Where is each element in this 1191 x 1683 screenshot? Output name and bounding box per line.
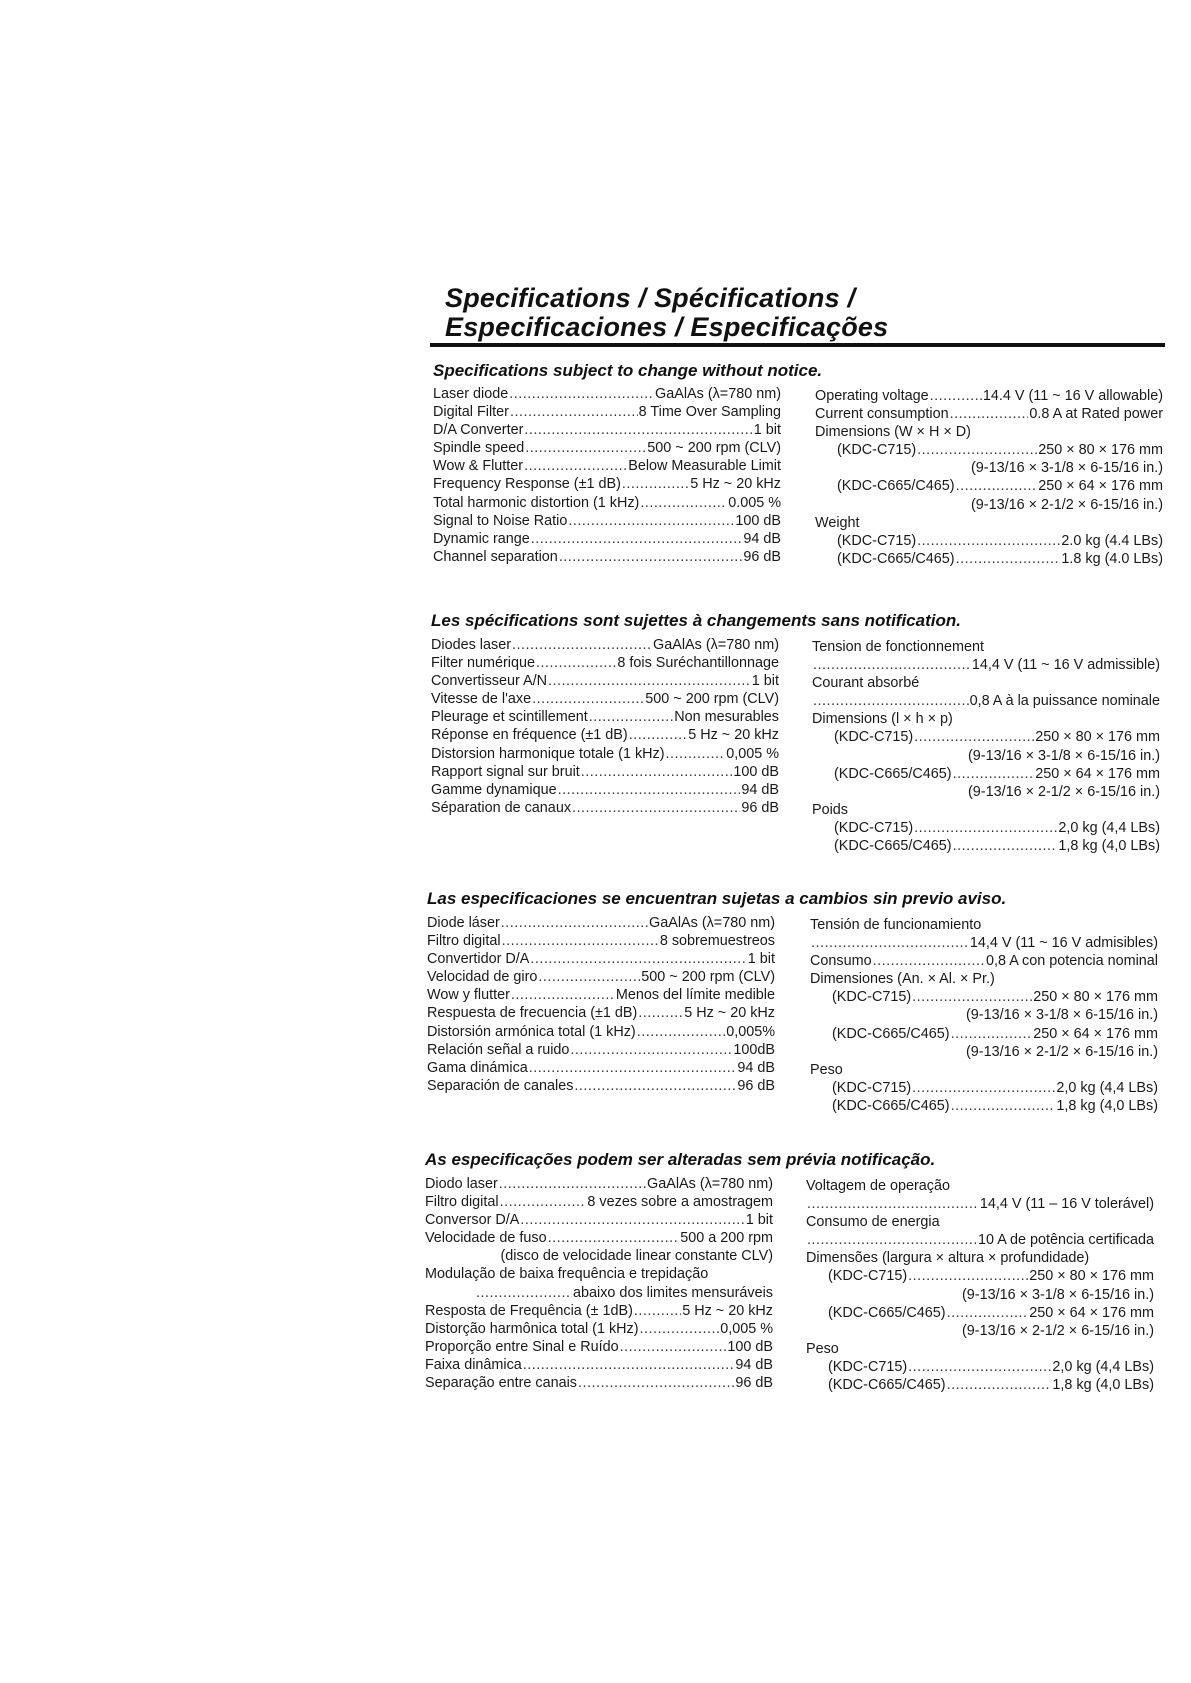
spec-dim-b-inches: (9-13/16 × 2-1/2 × 6-15/16 in.) <box>966 1043 1158 1060</box>
spec-row: Wow y flutter ..... Menos del límite medible <box>427 986 775 1004</box>
section-heading-es: Las especificaciones se encuentran sujetas a cambios sin previo aviso. <box>427 889 1007 908</box>
spec-row: Conversor D/A ..... 1 bit <box>425 1211 773 1229</box>
spec-row-weight-b: (KDC-C665/C465) ..... 1,8 kg (4,0 LBs) <box>810 1097 1158 1115</box>
spec-row: Proporção entre Sinal e Ruído ..... 100 dB <box>425 1338 773 1356</box>
spec-row: Resposta de Frequência (± 1dB) ..... 5 Hz ~ 20 kHz <box>425 1302 773 1320</box>
spec-row: Spindle speed ..... 500 ~ 200 rpm (CLV) <box>433 439 781 457</box>
spec-row-weight-a: (KDC-C715) ..... 2.0 kg (4.4 LBs) <box>815 532 1163 550</box>
spec-row-weight-a: (KDC-C715) ..... 2,0 kg (4,4 LBs) <box>812 819 1160 837</box>
section-heading-en: Specifications subject to change without notice. <box>433 361 823 380</box>
spec-row: Distorsion harmonique totale (1 kHz) ..... 0,005 % <box>431 745 779 763</box>
spec-row: Separação entre canais ..... 96 dB <box>425 1374 773 1392</box>
spec-row: Dynamic range ..... 94 dB <box>433 530 781 548</box>
spec-voltage-label: Tensión de funcionamiento <box>810 917 982 933</box>
spec-row: Separación de canales ..... 96 dB <box>427 1077 775 1095</box>
spec-row-current: ..... 0,8 A à la puissance nominale <box>812 692 1160 710</box>
spec-wow-label: Modulação de baixa frequência e trepidação <box>425 1266 709 1283</box>
page-title <box>445 284 1165 342</box>
spec-row: Diode láser ..... GaAlAs (λ=780 nm) <box>427 914 775 932</box>
spec-row: Signal to Noise Ratio ..... 100 dB <box>433 512 781 530</box>
spec-row-voltage: ..... 14,4 V (11 ~ 16 V admisibles) <box>810 934 1158 952</box>
spec-list-right-pt <box>806 1177 1154 1394</box>
spec-row: Total harmonic distortion (1 kHz) ..... 0.005 % <box>433 494 781 512</box>
spec-row: Digital Filter ..... 8 Time Over Sampling <box>433 403 781 421</box>
spec-row: Velocidade de fuso ..... 500 a 200 rpm <box>425 1229 773 1247</box>
spec-dim-a-inches: (9-13/16 × 3-1/8 × 6-15/16 in.) <box>968 747 1160 764</box>
spec-row: Convertisseur A/N ..... 1 bit <box>431 672 779 690</box>
spec-row: Relación señal a ruido ..... 100dB <box>427 1041 775 1059</box>
spec-row-dim-a: (KDC-C715) ..... 250 × 80 × 176 mm <box>812 728 1160 746</box>
page-title-line-2: Especificaciones / Especificações <box>445 312 889 342</box>
spec-row-weight-a: (KDC-C715) ..... 2,0 kg (4,4 LBs) <box>806 1358 1154 1376</box>
spec-row: D/A Converter ..... 1 bit <box>433 421 781 439</box>
spec-row-voltage: Operating voltage ..... 14.4 V (11 ~ 16 V allowable) <box>815 387 1163 405</box>
spec-dim-b-inches: (9-13/16 × 2-1/2 × 6-15/16 in.) <box>971 496 1163 513</box>
spec-row-weight-a: (KDC-C715) ..... 2,0 kg (4,4 LBs) <box>810 1079 1158 1097</box>
spec-row-dim-b: (KDC-C665/C465) ..... 250 × 64 × 176 mm <box>815 477 1163 495</box>
spec-current-label: Consumo de energia <box>806 1214 940 1231</box>
spec-row-current: Current consumption ..... 0.8 A at Rated power <box>815 405 1163 423</box>
spec-row: Rapport signal sur bruit ..... 100 dB <box>431 763 779 781</box>
spec-list-right-en <box>815 387 1163 568</box>
spec-row-current: Consumo ..... 0,8 A con potencia nominal <box>810 952 1158 970</box>
spec-current-label: Courant absorbé <box>812 675 920 692</box>
spec-row: Réponse en fréquence (±1 dB) ..... 5 Hz ~ 20 kHz <box>431 726 779 744</box>
spec-dimensions-label: Dimensões (largura × altura × profundidade) <box>806 1250 1090 1267</box>
spec-row: Channel separation ..... 96 dB <box>433 548 781 566</box>
spec-row-weight-b: (KDC-C665/C465) ..... 1,8 kg (4,0 LBs) <box>806 1376 1154 1394</box>
spec-row: Diodes laser ..... GaAlAs (λ=780 nm) <box>431 636 779 654</box>
spec-row-weight-b: (KDC-C665/C465) ..... 1.8 kg (4.0 LBs) <box>815 550 1163 568</box>
spec-row: Distorsión armónica total (1 kHz) ..... 0,005% <box>427 1023 775 1041</box>
spec-list-left-en <box>433 385 781 566</box>
spec-weight-label: Weight <box>815 514 860 531</box>
spec-row: Filtro digital ..... 8 vezes sobre a amostragem <box>425 1193 773 1211</box>
spec-row: Gamme dynamique ..... 94 dB <box>431 781 779 799</box>
spec-row: Diodo laser ..... GaAlAs (λ=780 nm) <box>425 1175 773 1193</box>
spec-row: Vitesse de l'axe ..... 500 ~ 200 rpm (CLV) <box>431 690 779 708</box>
spec-list-right-fr <box>812 638 1160 855</box>
spec-weight-label: Poids <box>812 801 848 818</box>
spec-dimensions-label: Dimensions (W × H × D) <box>815 424 971 441</box>
page-title-line-1: Specifications / Spécifications / <box>445 283 856 313</box>
spec-row: Filtro digital ..... 8 sobremuestreos <box>427 932 775 950</box>
title-rule <box>430 343 1165 347</box>
spec-row-dim-a: (KDC-C715) ..... 250 × 80 × 176 mm <box>806 1267 1154 1285</box>
spec-row: Distorção harmônica total (1 kHz) ..... 0,005 % <box>425 1320 773 1338</box>
spec-list-left-fr <box>431 636 779 817</box>
spec-row-dim-b: (KDC-C665/C465) ..... 250 × 64 × 176 mm <box>812 765 1160 783</box>
spec-row-voltage: ..... 14,4 V (11 ~ 16 V admissible) <box>812 656 1160 674</box>
section-heading-fr: Les spécifications sont sujettes à changements sans notification. <box>431 611 961 630</box>
spec-row: Frequency Response (±1 dB) ..... 5 Hz ~ 20 kHz <box>433 475 781 493</box>
spec-list-left-es <box>427 914 775 1095</box>
section-heading-pt: As especificações podem ser alteradas sem prévia notificação. <box>425 1150 936 1169</box>
spec-weight-label: Peso <box>806 1340 839 1357</box>
spec-row-voltage: ..... 14,4 V (11 – 16 V tolerável) <box>806 1195 1154 1213</box>
spec-dimensions-label: Dimensiones (An. × Al. × Pr.) <box>810 971 995 988</box>
spec-voltage-label: Voltagem de operação <box>806 1178 951 1194</box>
spec-row: Pleurage et scintillement ..... Non mesurables <box>431 708 779 726</box>
spec-list-left-pt <box>425 1175 773 1392</box>
spec-voltage-label: Tension de fonctionnement <box>812 639 985 655</box>
spec-row-dim-b: (KDC-C665/C465) ..... 250 × 64 × 176 mm <box>810 1025 1158 1043</box>
spec-dim-a-inches: (9-13/16 × 3-1/8 × 6-15/16 in.) <box>962 1286 1154 1303</box>
spec-row: Convertidor D/A ..... 1 bit <box>427 950 775 968</box>
spec-row: Velocidad de giro ..... 500 ~ 200 rpm (CLV) <box>427 968 775 986</box>
spec-list-right-es <box>810 916 1158 1115</box>
spec-weight-label: Peso <box>810 1061 843 1078</box>
spec-row: Wow & Flutter ..... Below Measurable Limit <box>433 457 781 475</box>
spec-speed-note: (disco de velocidade linear constante CLV) <box>500 1248 773 1265</box>
spec-dim-b-inches: (9-13/16 × 2-1/2 × 6-15/16 in.) <box>962 1322 1154 1339</box>
spec-dim-a-inches: (9-13/16 × 3-1/8 × 6-15/16 in.) <box>971 460 1163 477</box>
spec-row-current: ..... 10 A de potência certificada <box>806 1231 1154 1249</box>
spec-dim-a-inches: (9-13/16 × 3-1/8 × 6-15/16 in.) <box>966 1007 1158 1024</box>
spec-row-wow: ..... abaixo dos limites mensuráveis <box>425 1284 773 1302</box>
spec-row-dim-a: (KDC-C715) ..... 250 × 80 × 176 mm <box>815 441 1163 459</box>
spec-row: Filter numérique ..... 8 fois Suréchantillonnage <box>431 654 779 672</box>
spec-dimensions-label: Dimensions (l × h × p) <box>812 711 953 728</box>
spec-row-dim-b: (KDC-C665/C465) ..... 250 × 64 × 176 mm <box>806 1304 1154 1322</box>
spec-row: Faixa dinâmica ..... 94 dB <box>425 1356 773 1374</box>
spec-row: Respuesta de frecuencia (±1 dB) ..... 5 Hz ~ 20 kHz <box>427 1004 775 1022</box>
spec-row-weight-b: (KDC-C665/C465) ..... 1,8 kg (4,0 LBs) <box>812 837 1160 855</box>
spec-row: Séparation de canaux ..... 96 dB <box>431 799 779 817</box>
spec-dim-b-inches: (9-13/16 × 2-1/2 × 6-15/16 in.) <box>968 783 1160 800</box>
spec-row: Laser diode ..... GaAlAs (λ=780 nm) <box>433 385 781 403</box>
spec-row-dim-a: (KDC-C715) ..... 250 × 80 × 176 mm <box>810 988 1158 1006</box>
spec-row: Gama dinámica ..... 94 dB <box>427 1059 775 1077</box>
